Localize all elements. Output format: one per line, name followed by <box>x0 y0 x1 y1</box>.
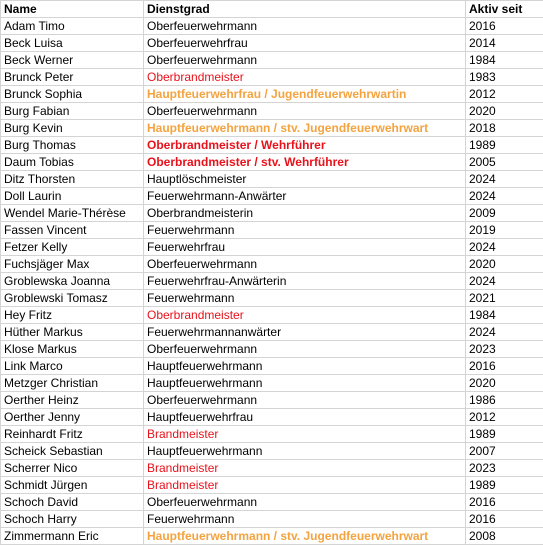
table-row <box>1 86 543 103</box>
table-row <box>1 188 543 205</box>
cell-name[interactable]: Scherrer Nico <box>1 460 144 477</box>
table-row <box>1 324 543 341</box>
cell-rank[interactable]: Hauptlöschmeister <box>144 171 466 188</box>
cell-rank[interactable]: Hauptfeuerwehrmann <box>144 358 466 375</box>
cell-rank[interactable]: Oberbrandmeister <box>144 307 466 324</box>
table-body <box>1 18 543 545</box>
table-row <box>1 256 543 273</box>
cell-name[interactable]: Reinhardt Fritz <box>1 426 144 443</box>
table-row <box>1 477 543 494</box>
table-row <box>1 409 543 426</box>
table-row <box>1 460 543 477</box>
cell-name[interactable]: Fuchsjäger Max <box>1 256 144 273</box>
header-name[interactable]: Name <box>1 1 144 18</box>
table-row <box>1 154 543 171</box>
table-row <box>1 222 543 239</box>
cell-since[interactable]: 2020 <box>466 256 543 273</box>
cell-rank[interactable]: Oberfeuerwehrmann <box>144 494 466 511</box>
table-row <box>1 171 543 188</box>
cell-name[interactable]: Ditz Thorsten <box>1 171 144 188</box>
cell-name[interactable]: Beck Werner <box>1 52 144 69</box>
cell-name[interactable]: Brunck Peter <box>1 69 144 86</box>
cell-since[interactable]: 2016 <box>466 18 543 35</box>
cell-name[interactable]: Doll Laurin <box>1 188 144 205</box>
cell-rank[interactable]: Oberfeuerwehrmann <box>144 103 466 120</box>
cell-rank[interactable]: Feuerwehrmann-Anwärter <box>144 188 466 205</box>
cell-since[interactable]: 2016 <box>466 494 543 511</box>
cell-since[interactable]: 2014 <box>466 35 543 52</box>
table-row <box>1 426 543 443</box>
cell-rank[interactable]: Hauptfeuerwehrmann / stv. Jugendfeuerwehrwart <box>144 120 466 137</box>
cell-rank[interactable]: Hauptfeuerwehrfrau <box>144 409 466 426</box>
cell-since[interactable]: 1989 <box>466 477 543 494</box>
cell-since[interactable]: 1986 <box>466 392 543 409</box>
cell-name[interactable]: Oerther Heinz <box>1 392 144 409</box>
cell-name[interactable]: Hüther Markus <box>1 324 144 341</box>
table-row <box>1 137 543 154</box>
cell-since[interactable]: 2024 <box>466 239 543 256</box>
cell-since[interactable]: 1984 <box>466 52 543 69</box>
table-row <box>1 375 543 392</box>
cell-name[interactable]: Burg Fabian <box>1 103 144 120</box>
cell-since[interactable]: 1989 <box>466 426 543 443</box>
cell-rank[interactable]: Oberfeuerwehrmann <box>144 52 466 69</box>
cell-name[interactable]: Groblewski Tomasz <box>1 290 144 307</box>
table-row <box>1 528 543 545</box>
cell-rank[interactable]: Oberfeuerwehrmann <box>144 18 466 35</box>
cell-name[interactable]: Adam Timo <box>1 18 144 35</box>
header-rank[interactable]: Dienstgrad <box>144 1 466 18</box>
cell-name[interactable]: Groblewska Joanna <box>1 273 144 290</box>
cell-rank[interactable]: Brandmeister <box>144 460 466 477</box>
cell-since[interactable]: 2024 <box>466 324 543 341</box>
cell-since[interactable]: 2024 <box>466 188 543 205</box>
cell-rank[interactable]: Oberfeuerwehrmann <box>144 392 466 409</box>
cell-since[interactable]: 1984 <box>466 307 543 324</box>
table-row <box>1 205 543 222</box>
table-row <box>1 103 543 120</box>
cell-since[interactable]: 2005 <box>466 154 543 171</box>
cell-rank[interactable]: Oberbrandmeister / Wehrführer <box>144 137 466 154</box>
cell-since[interactable]: 2020 <box>466 375 543 392</box>
header-since[interactable]: Aktiv seit <box>466 1 543 18</box>
cell-rank[interactable]: Oberfeuerwehrmann <box>144 341 466 358</box>
cell-since[interactable]: 2009 <box>466 205 543 222</box>
table-row <box>1 120 543 137</box>
cell-name[interactable]: Beck Luisa <box>1 35 144 52</box>
cell-since[interactable]: 1983 <box>466 69 543 86</box>
cell-name[interactable]: Hey Fritz <box>1 307 144 324</box>
cell-rank[interactable]: Brandmeister <box>144 477 466 494</box>
table-row <box>1 307 543 324</box>
cell-name[interactable]: Burg Kevin <box>1 120 144 137</box>
table-row <box>1 18 543 35</box>
cell-since[interactable]: 2019 <box>466 222 543 239</box>
cell-name[interactable]: Oerther Jenny <box>1 409 144 426</box>
table-row <box>1 35 543 52</box>
cell-rank[interactable]: Hauptfeuerwehrmann <box>144 443 466 460</box>
table-row <box>1 52 543 69</box>
cell-rank[interactable]: Oberbrandmeister / stv. Wehrführer <box>144 154 466 171</box>
table-row <box>1 69 543 86</box>
cell-since[interactable]: 2024 <box>466 171 543 188</box>
table-row <box>1 239 543 256</box>
cell-since[interactable]: 2012 <box>466 409 543 426</box>
cell-rank[interactable]: Feuerwehrmann <box>144 511 466 528</box>
table-row <box>1 494 543 511</box>
cell-since[interactable]: 2008 <box>466 528 543 545</box>
cell-since[interactable]: 2024 <box>466 273 543 290</box>
cell-name[interactable]: Wendel Marie-Thérèse <box>1 205 144 222</box>
cell-since[interactable]: 2020 <box>466 103 543 120</box>
cell-rank[interactable]: Oberfeuerwehrfrau <box>144 35 466 52</box>
cell-since[interactable]: 1989 <box>466 137 543 154</box>
cell-rank[interactable]: Feuerwehrmann <box>144 222 466 239</box>
cell-name[interactable]: Link Marco <box>1 358 144 375</box>
cell-name[interactable]: Daum Tobias <box>1 154 144 171</box>
cell-since[interactable]: 2007 <box>466 443 543 460</box>
cell-since[interactable]: 2018 <box>466 120 543 137</box>
table-row <box>1 392 543 409</box>
table-row <box>1 511 543 528</box>
cell-since[interactable]: 2012 <box>466 86 543 103</box>
cell-name[interactable]: Fetzer Kelly <box>1 239 144 256</box>
cell-name[interactable]: Schoch David <box>1 494 144 511</box>
cell-name[interactable]: Klose Markus <box>1 341 144 358</box>
cell-since[interactable]: 2023 <box>466 341 543 358</box>
cell-rank[interactable]: Brandmeister <box>144 426 466 443</box>
cell-rank[interactable]: Hauptfeuerwehrmann <box>144 375 466 392</box>
cell-rank[interactable]: Feuerwehrmannanwärter <box>144 324 466 341</box>
cell-rank[interactable]: Feuerwehrmann <box>144 290 466 307</box>
cell-rank[interactable]: Oberbrandmeister <box>144 69 466 86</box>
cell-since[interactable]: 2016 <box>466 511 543 528</box>
cell-name[interactable]: Scheick Sebastian <box>1 443 144 460</box>
table-row <box>1 290 543 307</box>
cell-rank[interactable]: Feuerwehrfrau <box>144 239 466 256</box>
cell-rank[interactable]: Feuerwehrfrau-Anwärterin <box>144 273 466 290</box>
cell-rank[interactable]: Hauptfeuerwehrfrau / Jugendfeuerwehrwartin <box>144 86 466 103</box>
cell-since[interactable]: 2016 <box>466 358 543 375</box>
cell-name[interactable]: Brunck Sophia <box>1 86 144 103</box>
header-row <box>1 1 543 18</box>
table-row <box>1 341 543 358</box>
cell-name[interactable]: Burg Thomas <box>1 137 144 154</box>
cell-rank[interactable]: Oberbrandmeisterin <box>144 205 466 222</box>
cell-name[interactable]: Metzger Christian <box>1 375 144 392</box>
table-row <box>1 358 543 375</box>
table-row <box>1 443 543 460</box>
table-header <box>1 1 543 18</box>
cell-name[interactable]: Schmidt Jürgen <box>1 477 144 494</box>
cell-rank[interactable]: Hauptfeuerwehrmann / stv. Jugendfeuerwehrwart <box>144 528 466 545</box>
cell-since[interactable]: 2021 <box>466 290 543 307</box>
cell-since[interactable]: 2023 <box>466 460 543 477</box>
table-row <box>1 273 543 290</box>
cell-name[interactable]: Fassen Vincent <box>1 222 144 239</box>
cell-name[interactable]: Zimmermann Eric <box>1 528 144 545</box>
cell-rank[interactable]: Oberfeuerwehrmann <box>144 256 466 273</box>
cell-name[interactable]: Schoch Harry <box>1 511 144 528</box>
